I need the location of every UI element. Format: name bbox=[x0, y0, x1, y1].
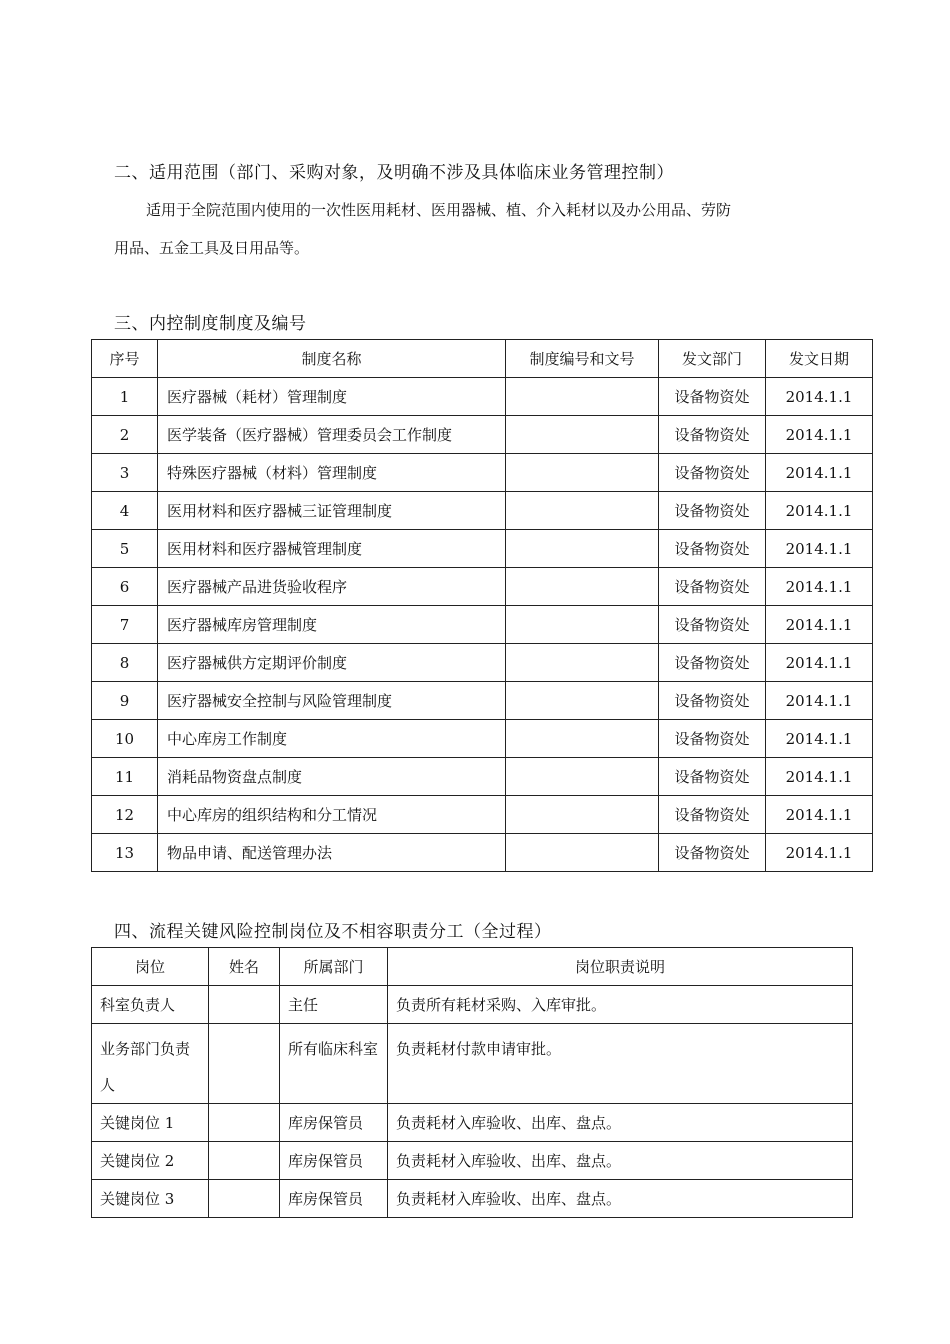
roles-table-header bbox=[92, 948, 853, 986]
row-dept: 设备物资处 bbox=[659, 568, 766, 606]
col-header-date: 发文日期 bbox=[766, 340, 873, 378]
table-row bbox=[92, 986, 853, 1024]
row-no: 12 bbox=[92, 796, 158, 834]
row-dept: 设备物资处 bbox=[659, 720, 766, 758]
row-dept: 设备物资处 bbox=[659, 834, 766, 872]
row-no: 11 bbox=[92, 758, 158, 796]
row-no: 3 bbox=[92, 454, 158, 492]
section4-heading: 四、流程关键风险控制岗位及不相容职责分工（全过程） bbox=[114, 922, 552, 942]
row-code bbox=[506, 378, 659, 416]
scope-line-2: 用品、五金工具及日用品等。 bbox=[114, 239, 310, 257]
row-duty: 负责耗材入库验收、出库、盘点。 bbox=[388, 1142, 853, 1180]
row-post: 业务部门负责人 bbox=[92, 1024, 209, 1104]
row-name: 消耗品物资盘点制度 bbox=[158, 758, 506, 796]
row-name: 医用材料和医疗器械三证管理制度 bbox=[158, 492, 506, 530]
row-duty: 负责耗材入库验收、出库、盘点。 bbox=[388, 1180, 853, 1218]
row-person bbox=[209, 1104, 280, 1142]
row-name: 医疗器械（耗材）管理制度 bbox=[158, 378, 506, 416]
row-dept: 主任 bbox=[280, 986, 388, 1024]
table-row bbox=[92, 1104, 853, 1142]
row-dept: 设备物资处 bbox=[659, 378, 766, 416]
row-dept: 所有临床科室 bbox=[280, 1024, 388, 1104]
row-name: 特殊医疗器械（材料）管理制度 bbox=[158, 454, 506, 492]
row-code bbox=[506, 568, 659, 606]
scope-line-1: 适用于全院范围内使用的一次性医用耗材、医用器械、植、介入耗材以及办公用品、劳防 bbox=[146, 201, 732, 219]
row-code bbox=[506, 416, 659, 454]
row-name: 中心库房的组织结构和分工情况 bbox=[158, 796, 506, 834]
row-date: 2014.1.1 bbox=[766, 416, 873, 454]
policy-table bbox=[91, 339, 873, 872]
row-person bbox=[209, 1180, 280, 1218]
table-row bbox=[92, 834, 873, 872]
row-duty: 负责耗材付款申请审批。 bbox=[388, 1024, 853, 1104]
table-row bbox=[92, 378, 873, 416]
row-code bbox=[506, 720, 659, 758]
table-row bbox=[92, 492, 873, 530]
row-name: 医疗器械安全控制与风险管理制度 bbox=[158, 682, 506, 720]
row-no: 4 bbox=[92, 492, 158, 530]
row-date: 2014.1.1 bbox=[766, 796, 873, 834]
row-date: 2014.1.1 bbox=[766, 720, 873, 758]
row-dept: 库房保管员 bbox=[280, 1104, 388, 1142]
row-date: 2014.1.1 bbox=[766, 758, 873, 796]
row-no: 9 bbox=[92, 682, 158, 720]
row-no: 1 bbox=[92, 378, 158, 416]
row-dept: 设备物资处 bbox=[659, 682, 766, 720]
row-date: 2014.1.1 bbox=[766, 568, 873, 606]
row-no: 13 bbox=[92, 834, 158, 872]
row-name: 医疗器械供方定期评价制度 bbox=[158, 644, 506, 682]
row-no: 5 bbox=[92, 530, 158, 568]
row-code bbox=[506, 454, 659, 492]
row-name: 医疗器械库房管理制度 bbox=[158, 606, 506, 644]
row-code bbox=[506, 644, 659, 682]
row-name: 中心库房工作制度 bbox=[158, 720, 506, 758]
table-row bbox=[92, 758, 873, 796]
table-row bbox=[92, 682, 873, 720]
row-date: 2014.1.1 bbox=[766, 644, 873, 682]
scope-paragraph bbox=[114, 191, 819, 267]
table-row bbox=[92, 1180, 853, 1218]
row-date: 2014.1.1 bbox=[766, 682, 873, 720]
row-date: 2014.1.1 bbox=[766, 530, 873, 568]
row-code bbox=[506, 682, 659, 720]
row-no: 7 bbox=[92, 606, 158, 644]
row-name: 医用材料和医疗器械管理制度 bbox=[158, 530, 506, 568]
table-row bbox=[92, 796, 873, 834]
row-duty: 负责所有耗材采购、入库审批。 bbox=[388, 986, 853, 1024]
row-code bbox=[506, 834, 659, 872]
row-code bbox=[506, 758, 659, 796]
row-post: 关键岗位 2 bbox=[92, 1142, 209, 1180]
col-header-person: 姓名 bbox=[209, 948, 280, 986]
section3-heading: 三、内控制度制度及编号 bbox=[114, 314, 307, 334]
table-row bbox=[92, 454, 873, 492]
section2-heading: 二、适用范围（部门、采购对象，及明确不涉及具体临床业务管理控制） bbox=[114, 163, 674, 183]
roles-table bbox=[91, 947, 853, 1218]
row-date: 2014.1.1 bbox=[766, 454, 873, 492]
row-duty: 负责耗材入库验收、出库、盘点。 bbox=[388, 1104, 853, 1142]
col-header-name: 制度名称 bbox=[158, 340, 506, 378]
row-date: 2014.1.1 bbox=[766, 834, 873, 872]
table-row bbox=[92, 1142, 853, 1180]
row-dept: 设备物资处 bbox=[659, 606, 766, 644]
row-date: 2014.1.1 bbox=[766, 606, 873, 644]
row-code bbox=[506, 530, 659, 568]
row-date: 2014.1.1 bbox=[766, 492, 873, 530]
table-row bbox=[92, 606, 873, 644]
table-row bbox=[92, 644, 873, 682]
col-header-dept: 所属部门 bbox=[280, 948, 388, 986]
row-post: 科室负责人 bbox=[92, 986, 209, 1024]
col-header-no: 序号 bbox=[92, 340, 158, 378]
row-person bbox=[209, 1024, 280, 1104]
row-dept: 设备物资处 bbox=[659, 492, 766, 530]
col-header-code: 制度编号和文号 bbox=[506, 340, 659, 378]
row-no: 2 bbox=[92, 416, 158, 454]
row-name: 医学装备（医疗器械）管理委员会工作制度 bbox=[158, 416, 506, 454]
row-post: 关键岗位 1 bbox=[92, 1104, 209, 1142]
row-code bbox=[506, 492, 659, 530]
row-no: 6 bbox=[92, 568, 158, 606]
row-dept: 设备物资处 bbox=[659, 454, 766, 492]
row-dept: 设备物资处 bbox=[659, 530, 766, 568]
row-person bbox=[209, 1142, 280, 1180]
table-row bbox=[92, 568, 873, 606]
row-dept: 设备物资处 bbox=[659, 758, 766, 796]
row-code bbox=[506, 796, 659, 834]
col-header-duty: 岗位职责说明 bbox=[388, 948, 853, 986]
row-name: 物品申请、配送管理办法 bbox=[158, 834, 506, 872]
row-dept: 设备物资处 bbox=[659, 796, 766, 834]
row-dept: 设备物资处 bbox=[659, 416, 766, 454]
row-post: 关键岗位 3 bbox=[92, 1180, 209, 1218]
row-date: 2014.1.1 bbox=[766, 378, 873, 416]
policy-table-header bbox=[92, 340, 873, 378]
row-no: 10 bbox=[92, 720, 158, 758]
row-dept: 库房保管员 bbox=[280, 1180, 388, 1218]
row-person bbox=[209, 986, 280, 1024]
col-header-dept: 发文部门 bbox=[659, 340, 766, 378]
row-no: 8 bbox=[92, 644, 158, 682]
table-row bbox=[92, 720, 873, 758]
row-dept: 库房保管员 bbox=[280, 1142, 388, 1180]
row-name: 医疗器械产品进货验收程序 bbox=[158, 568, 506, 606]
table-row bbox=[92, 416, 873, 454]
row-code bbox=[506, 606, 659, 644]
table-row bbox=[92, 1024, 853, 1104]
row-dept: 设备物资处 bbox=[659, 644, 766, 682]
table-row bbox=[92, 530, 873, 568]
col-header-post: 岗位 bbox=[92, 948, 209, 986]
